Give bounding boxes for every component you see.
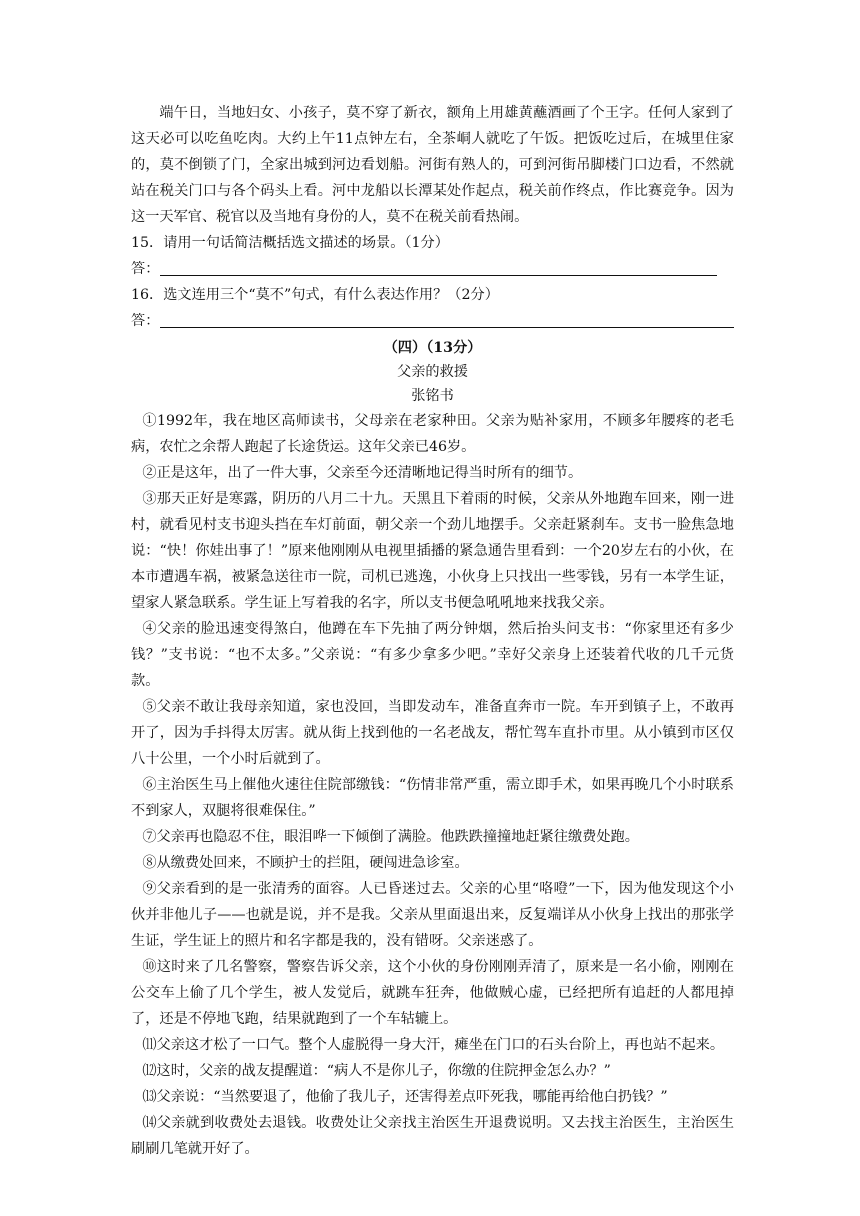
- answer-blank[interactable]: [160, 259, 717, 276]
- story-paragraph: ⒀父亲说：“当然要退了，他偷了我儿子，还害得差点吓死我，哪能再给他白扔钱？”: [142, 1089, 668, 1105]
- answer-label: 答：: [131, 261, 160, 277]
- answer-line-15[interactable]: [131, 256, 734, 282]
- story-paragraph: ⑿这时，父亲的战友提醒道：“病人不是你儿子，你缴的住院押金怎么办？”: [142, 1063, 611, 1079]
- story-author: 张铭书: [411, 388, 454, 404]
- question-16: 16．选文连用三个“莫不”句式，有什么表达作用？（2分）: [131, 287, 499, 303]
- answer-label: 答：: [131, 313, 160, 329]
- story-paragraph: ⒁父亲就到收费处去退钱。收费处让父亲找主治医生开退费说明。又去找主治医生，主治医生刷刷几笔就开好了。: [131, 1115, 734, 1157]
- answer-line-16[interactable]: [131, 308, 734, 334]
- story-paragraph: ⑩这时来了几名警察，警察告诉父亲，这个小伙的身份刚刚弄清了，原来是一名小偷，刚刚在公交车上偷了几个学生，被人发觉后，就跳车狂奔，他做贼心虚，已经把所有追赶的人都甩掉了，还是不停地飞跑，结果就跑到了一个车轱辘上。: [131, 959, 734, 1027]
- story-paragraph: ⑦父亲再也隐忍不住，眼泪哗一下倾倒了满脸。他跌跌撞撞地赶紧往缴费处跑。: [142, 829, 639, 845]
- question-15: 15．请用一句话简洁概括选文描述的场景。（1分）: [131, 235, 449, 251]
- story-paragraph: ④父亲的脸迅速变得煞白，他蹲在车下先抽了两分钟烟，然后抬头问支书：“你家里还有多少钱？”支书说：“也不太多。”父亲说：“有多少拿多少吧。”幸好父亲身上还装着代收的几千元货款。: [131, 621, 734, 689]
- story-paragraph: ⑥主治医生马上催他火速往住院部缴钱：“伤情非常严重，需立即手术，如果再晚几个小时联系不到家人，双腿将很难保住。”: [131, 777, 734, 819]
- answer-blank[interactable]: [160, 311, 734, 328]
- story-paragraph: ⑤父亲不敢让我母亲知道，家也没回，当即发动车，准备直奔市一院。车开到镇子上，不敢再开了，因为手抖得太厉害。就从街上找到他的一名老战友，帮忙驾车直扑市里。从小镇到市区仅八十公里，一个小时后就到了。: [131, 699, 734, 767]
- story-paragraph: ②正是这年，出了一件大事，父亲至今还清晰地记得当时所有的细节。: [142, 465, 583, 481]
- story-title: 父亲的救援: [397, 364, 468, 380]
- section-header: （四）（13分）: [383, 340, 482, 356]
- story-paragraph: ③那天正好是寒露，阴历的八月二十九。天黑且下着雨的时候，父亲从外地跑车回来，刚一进村，就看见村支书迎头挡在车灯前面，朝父亲一个劲儿地摆手。父亲赶紧刹车。支书一脸焦急地说：“快！你娃出事了！”原来他刚刚从电视里插播的紧急通告里看到：一个20岁左右的小伙，在本市遭遇车祸，被紧急送往市一院，司机已逃逸，小伙身上只找出一些零钱，另有一本学生证，望家人紧急联系。学生证上写着我的名字，所以支书便急吼吼地来找我父亲。: [131, 491, 734, 611]
- story-paragraph: ⑧从缴费处回来，不顾护士的拦阻，硬闯进急诊室。: [142, 855, 469, 871]
- passage-intro: 端午日，当地妇女、小孩子，莫不穿了新衣，额角上用雄黄蘸酒画了个王字。任何人家到了这天必可以吃鱼吃肉。大约上午11点钟左右，全茶峒人就吃了午饭。把饭吃过后，在城里住家的，莫不倒锁了门，全家出城到河边看划船。河街有熟人的，可到河街吊脚楼门口边看，不然就站在税关门口与各个码头上看。河中龙船以长潭某处作起点，税关前作终点，作比赛竞争。因为这一天军官、税官以及当地有身份的人，莫不在税关前看热闹。: [131, 105, 734, 225]
- story-body: [131, 408, 734, 1162]
- story-paragraph: ①1992年，我在地区高师读书，父母亲在老家种田。父亲为贴补家用，不顾多年腰疼的老毛病，农忙之余帮人跑起了长途货运。这年父亲已46岁。: [131, 413, 734, 455]
- story-paragraph: ⑨父亲看到的是一张清秀的面容。人已昏迷过去。父亲的心里“咯噔”一下，因为他发现这个小伙并非他儿子——也就是说，并不是我。父亲从里面退出来，反复端详从小伙身上找出的那张学生证，学生证上的照片和名字都是我的，没有错呀。父亲迷惑了。: [131, 881, 734, 949]
- story-paragraph: ⑾父亲这才松了一口气。整个人虚脱得一身大汗，瘫坐在门口的石头台阶上，再也站不起来。: [142, 1037, 725, 1053]
